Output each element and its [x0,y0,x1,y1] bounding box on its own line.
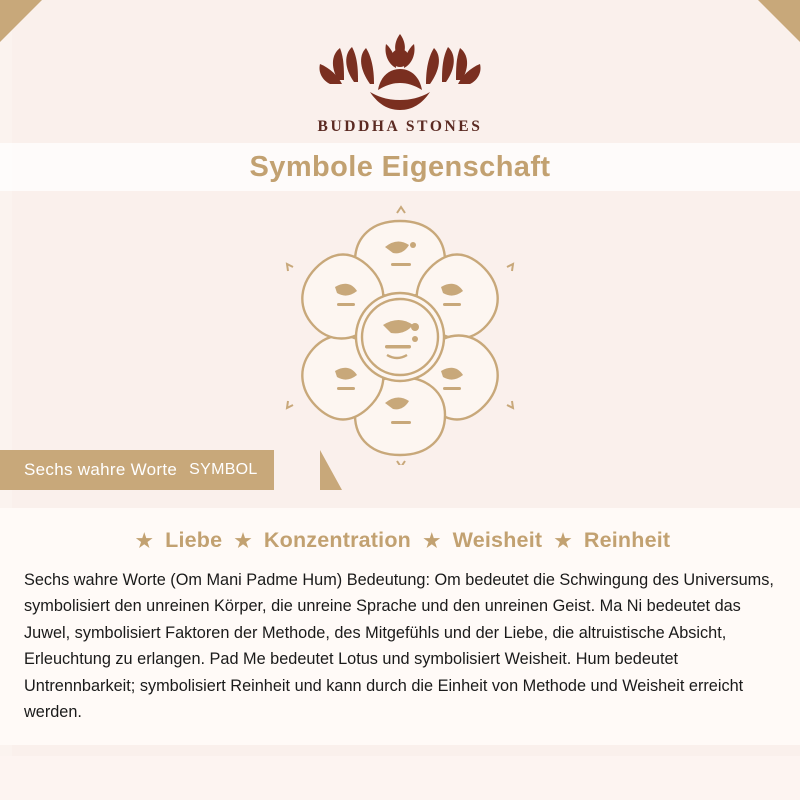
keyword-list [24,528,776,553]
keyword-reinheit: Reinheit [583,528,671,552]
ribbon-label: Sechs wahre Worte [24,460,178,479]
description-panel [0,508,800,745]
star-icon: ★ [135,531,153,552]
brand-header [0,18,800,136]
star-icon: ★ [423,531,441,552]
keyword-weisheit: Weisheit [452,528,543,552]
star-icon: ★ [234,531,252,552]
section-ribbon [0,450,274,490]
keyword-konzentration: Konzentration [263,528,412,552]
title-band [0,143,800,191]
six-petal-lotus-mandala-icon [245,205,555,465]
brand-name: BUDDHA STONES [317,118,483,135]
ribbon-tail [320,450,342,490]
mandala-illustration [0,205,800,470]
description-paragraph: Sechs wahre Worte (Om Mani Padme Hum) Bedeutung: Om bedeutet die Schwingung des Universums, symbolisiert den unreinen Körper, die unreine Sprache und den unreinen Geist. Ma Ni bedeutet das Juwel, symbolisiert Faktoren der Methode, des Mitgefühls und der Liebe, die altruistische Absicht, Erleuchtung zu erlangen. Pad Me bedeutet Lotus und symbolisiert Weisheit. Hum bedeutet Untrennbarkeit; symbolisiert Reinheit und kann durch die Einheit von Methode und Weisheit erreicht werden. [24,571,774,721]
ribbon-sublabel: SYMBOL [189,461,258,478]
page-title: Symbole Eigenschaft [249,151,551,183]
footer-strip [0,756,800,800]
lotus-meditation-logo-icon [300,18,500,116]
keyword-liebe: Liebe [165,528,223,552]
star-icon: ★ [554,531,572,552]
